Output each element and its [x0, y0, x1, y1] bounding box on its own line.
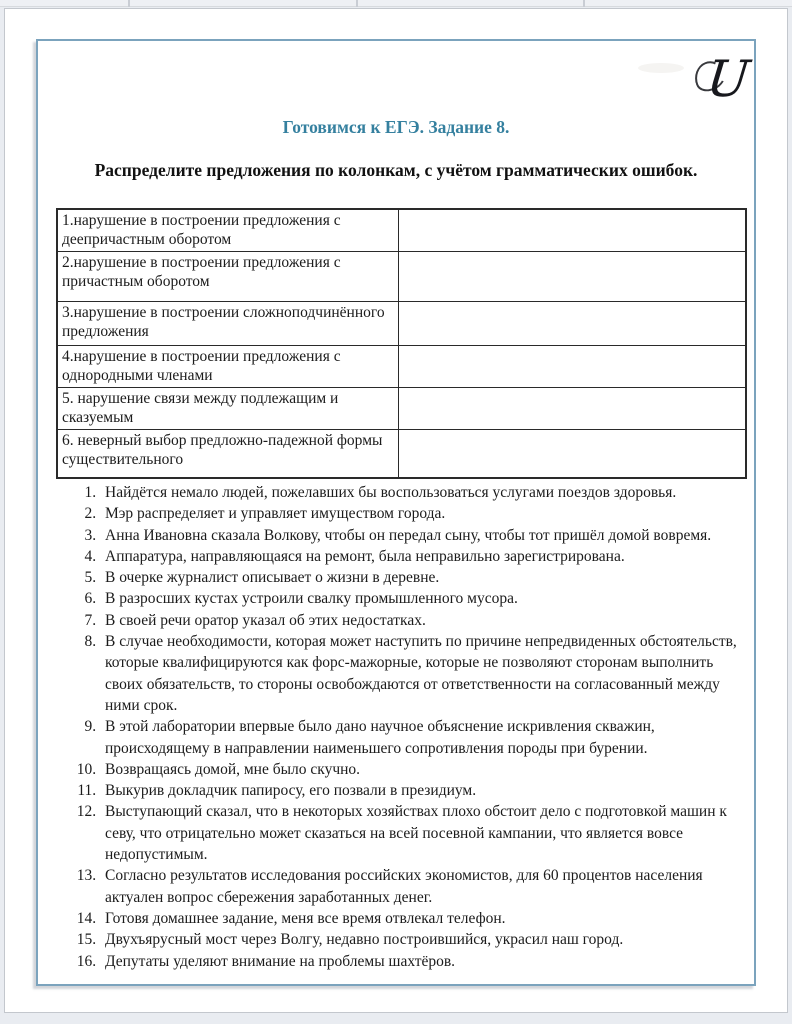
answer-cell[interactable] — [398, 388, 746, 430]
table-row — [57, 430, 746, 478]
table-row — [57, 252, 746, 302]
sentence-item: 15. Двухъярусный мост через Волгу, недавно построившийся, украсил наш город. — [100, 929, 752, 950]
table-row — [57, 388, 746, 430]
table-row — [57, 209, 746, 252]
sentence-item: 1. Найдётся немало людей, пожелавших бы воспользоваться услугами поездов здоровья. — [100, 482, 752, 503]
sentence-item: 11. Выкурив докладчик папиросу, его позвали в президиум. — [100, 780, 752, 801]
error-type-cell: 3.нарушение в построении сложноподчинённого предложения — [57, 302, 398, 346]
sentence-item: 12. Выступающий сказал, что в некоторых хозяйствах плохо обстоит дело с подготовкой машин к севу, что отрицательно может сказаться на всей посевной кампании, что является вовсе недопустимым. — [100, 801, 752, 865]
logo-letter: U — [704, 50, 753, 108]
table-row — [57, 346, 746, 388]
error-type-cell: 5. нарушение связи между подлежащим и сказуемым — [57, 388, 398, 430]
error-type-cell: 6. неверный выбор предложно-падежной формы существительного — [57, 430, 398, 478]
task-instruction: Распределите предложения по колонкам, с учётом грамматических ошибок. — [94, 160, 698, 180]
sentence-item: 16. Депутаты уделяют внимание на проблемы шахтёров. — [100, 951, 752, 972]
sentence-item: 3. Анна Ивановна сказала Волкову, чтобы он передал сыну, чтобы тот пришёл домой вовремя. — [100, 525, 752, 546]
scan-artifact — [638, 63, 684, 73]
answer-cell[interactable] — [398, 252, 746, 302]
error-types-table — [56, 208, 747, 479]
sentence-item: 2. Мэр распределяет и управляет имуществом города. — [100, 503, 752, 524]
strip-divider — [128, 0, 130, 7]
strip-divider — [356, 0, 358, 7]
sentence-item: 8. В случае необходимости, которая может наступить по причине непредвиденных обстоятельств, которые квалифицируются как форс-мажорные, которые не позволяют сторонам выполнить своих обязательств, то стороны освобождаются от ответственности на согласованный между ними срок. — [100, 631, 752, 716]
sentence-list-container — [74, 482, 752, 972]
sentence-item: 13. Согласно результатов исследования российских экономистов, для 60 процентов населения актуален вопрос сбережения заработанных денег. — [100, 865, 752, 908]
answer-cell[interactable] — [398, 346, 746, 388]
sentence-item: 7. В своей речи оратор указал об этих недостатках. — [100, 610, 752, 631]
sentence-item: 9. В этой лаборатории впервые было дано научное объяснение искривления скважин, происходящему в направлении наименьшего сопротивления породы при бурении. — [100, 716, 752, 759]
answer-cell[interactable] — [398, 209, 746, 252]
error-type-cell: 1.нарушение в построении предложения с деепричастным оборотом — [57, 209, 398, 252]
sentence-item: 14. Готовя домашнее задание, меня все время отвлекал телефон. — [100, 908, 752, 929]
strip-divider — [583, 0, 585, 7]
answer-cell[interactable] — [398, 302, 746, 346]
error-type-cell: 2.нарушение в построении предложения с причастным оборотом — [57, 252, 398, 302]
script-logo — [683, 51, 773, 111]
sentence-item: 4. Аппаратура, направляющаяся на ремонт, была неправильно зарегистрирована. — [100, 546, 752, 567]
document-page — [4, 8, 788, 1013]
sentence-list — [74, 482, 752, 972]
background-ui-strip — [0, 0, 792, 7]
sentence-item: 6. В разросших кустах устроили свалку промышленного мусора. — [100, 588, 752, 609]
page-title: Готовимся к ЕГЭ. Задание 8. — [282, 117, 510, 137]
content-frame — [36, 39, 756, 986]
sentence-item: 5. В очерке журналист описывает о жизни в деревне. — [100, 567, 752, 588]
table-row — [57, 302, 746, 346]
answer-cell[interactable] — [398, 430, 746, 478]
sentence-item: 10. Возвращаясь домой, мне было скучно. — [100, 759, 752, 780]
error-type-cell: 4.нарушение в построении предложения с однородными членами — [57, 346, 398, 388]
